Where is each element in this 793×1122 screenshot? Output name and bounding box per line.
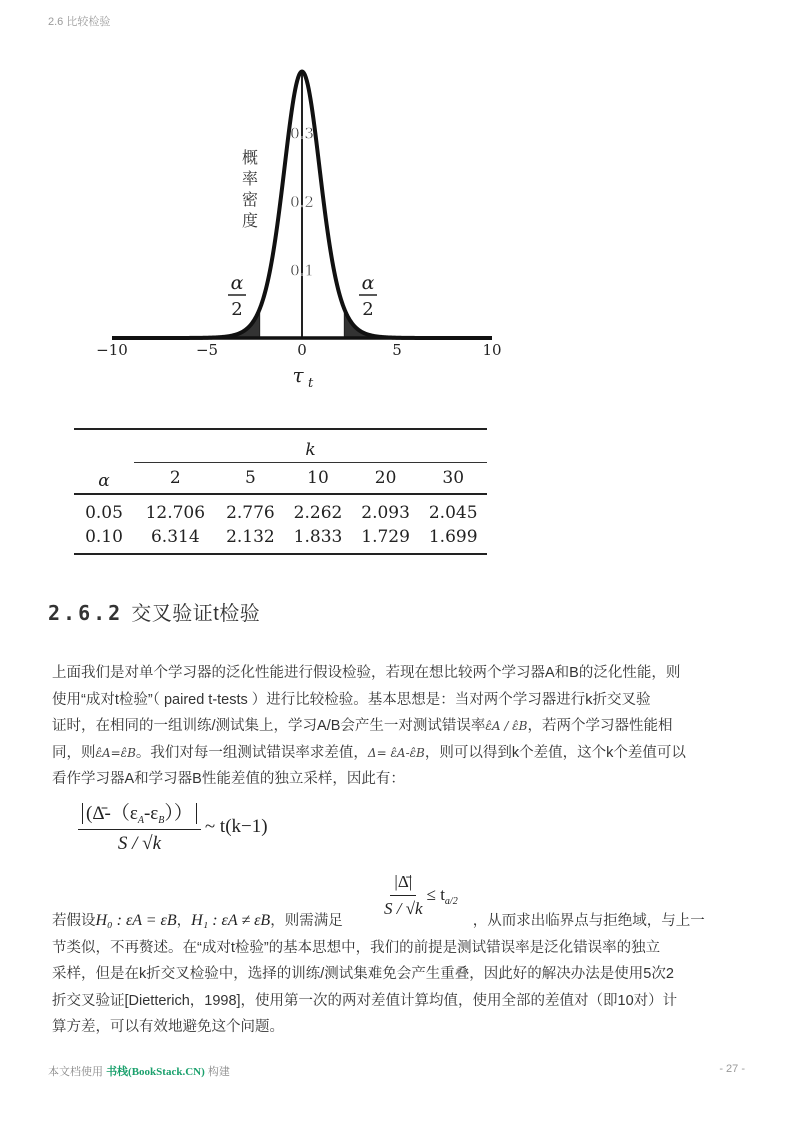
text-line: 节类似，不再赘述。在“成对t检验”的基本思想中，我们的前提是测试错误率是泛化错误率的独立 — [52, 939, 661, 956]
left-alpha-denominator: 2 — [231, 299, 243, 320]
subscript: a/2 — [444, 895, 458, 907]
text-line — [52, 740, 732, 767]
x-tick-label: −5 — [195, 341, 219, 359]
subscript: B — [158, 815, 165, 826]
denominator: S / √k — [384, 899, 423, 918]
text-span: ，则需满足 — [270, 913, 343, 929]
text-line: 看作学习器A和学习器B性能差值的独立采样，因此有： — [52, 771, 405, 787]
table-row — [74, 525, 487, 549]
paragraph-intro — [52, 660, 732, 793]
value-cell: 12.706 — [145, 503, 206, 523]
inline-math: ε̂A / ε̂B — [485, 719, 528, 733]
y-tick-label: 0.3 — [290, 124, 314, 143]
paragraph-hypothesis — [52, 908, 732, 1041]
alpha-cell: 0.10 — [85, 527, 123, 547]
inequality-rhs — [427, 885, 458, 907]
value-cell: 2.776 — [226, 503, 275, 523]
right-alpha-denominator: 2 — [362, 299, 374, 320]
numerator-text: (Δ̄-（ε — [86, 803, 138, 824]
col-header: 5 — [217, 463, 285, 495]
text-line: 折交叉验证[Dietterich，1998]，使用第一次的两对差值计算均值，使用全部的差值对（即10对）计 — [52, 992, 678, 1009]
text-line — [52, 713, 732, 740]
y-axis-label-char: 密 — [241, 190, 259, 209]
numerator: |Δ̄| — [390, 872, 416, 896]
y-axis-label-char: 概 — [241, 148, 259, 167]
table-bottom-rule — [74, 549, 487, 554]
footer-text: 本文档使用 — [48, 1066, 107, 1078]
col-header: 10 — [284, 463, 352, 495]
text-line: 使用“成对t检验”（ paired t-tests ）进行比较检验。基本思想是：当对两个学习器进行k折交叉验 — [52, 691, 651, 708]
text-line: 上面我们是对单个学习器的泛化性能进行假设检验，若现在想比较两个学习器A和B的泛化性能，则 — [52, 665, 681, 681]
text-span: 证时，在相同的一组训练/测试集上，学习A/B会产生一对测试错误率 — [52, 718, 486, 734]
inline-math: ε̂A=ε̂B — [95, 745, 136, 760]
section-title-text: 交叉验证t检验 — [131, 603, 261, 625]
absolute-value — [82, 803, 197, 824]
text-line: 采样，但是在k折交叉检验中，选择的训练/测试集难免会产生重叠，因此好的解决办法是使用5次2 — [52, 966, 674, 982]
alpha-header: α — [98, 471, 110, 491]
t-distribution-chart — [90, 40, 520, 400]
inline-math: Δ= ε̂A-ε̂B — [367, 745, 425, 760]
value-cell: 2.132 — [226, 527, 275, 547]
text-span: ，则可以得到k个差值，这个k个差值可以 — [424, 744, 686, 761]
left-alpha-numerator: α — [230, 272, 244, 294]
x-tick-label: 5 — [392, 341, 402, 359]
subscript: A — [137, 815, 144, 826]
col-header: 30 — [419, 463, 487, 495]
alternative-hypothesis: H₁ : εA ≠ εB — [191, 912, 271, 929]
col-header: 2 — [134, 463, 217, 495]
x-tick-label: 10 — [482, 341, 502, 359]
t-critical-value-table — [74, 428, 487, 555]
table-row — [74, 495, 487, 525]
t-distribution-figure — [90, 40, 520, 400]
x-axis-label: τ — [292, 363, 304, 387]
y-axis-label-char: 度 — [241, 211, 259, 230]
numerator — [78, 798, 201, 830]
section-number: 2.6.2 — [48, 601, 124, 625]
y-axis-label-char: 率 — [241, 169, 259, 188]
value-cell: 2.045 — [428, 503, 478, 523]
k-header: k — [305, 440, 316, 460]
fraction — [78, 798, 201, 855]
paired-t-statistic-formula — [78, 798, 268, 855]
text-span: ，从而求出临界点与拒绝域，与上一 — [472, 913, 705, 929]
x-tick-label: 0 — [297, 341, 307, 359]
text-line — [52, 908, 732, 935]
y-tick-label: 0.1 — [290, 261, 314, 280]
value-cell: 2.093 — [361, 503, 410, 523]
text-span: 。我们对每一组测试错误率求差值， — [135, 744, 368, 761]
text-span: 同，则 — [52, 744, 96, 761]
page-number: - 27 - — [719, 1063, 745, 1075]
text-span: 若假设 — [52, 913, 96, 929]
denominator: S / √k — [117, 833, 162, 854]
right-alpha-numerator: α — [361, 272, 375, 294]
text-span: ，若两个学习器性能相 — [527, 718, 673, 734]
bookstack-link[interactable]: 书栈(BookStack.CN) — [106, 1066, 205, 1078]
value-cell: 6.314 — [150, 527, 200, 547]
numerator-text: -ε — [143, 803, 159, 824]
footer-credit — [48, 1063, 230, 1079]
alpha-cell: 0.05 — [85, 503, 123, 523]
numerator-text: ）） — [164, 803, 193, 824]
text-span: ， — [176, 913, 192, 929]
value-cell: 2.262 — [293, 503, 343, 523]
x-tick-label: −10 — [96, 341, 128, 359]
null-hypothesis: H₀ : εA = εB — [95, 912, 177, 929]
running-head: 2.6 比较检验 — [48, 16, 111, 28]
footer-text: 构建 — [204, 1066, 230, 1078]
col-header: 20 — [352, 463, 420, 495]
section-heading — [48, 597, 260, 626]
value-cell: 1.729 — [361, 527, 410, 547]
distribution-rhs: ~ t(k−1) — [204, 815, 268, 837]
y-tick-label: 0.2 — [290, 193, 314, 211]
x-axis-label-subscript: t — [308, 376, 314, 391]
text-line: 算方差，可以有效地避免这个问题。 — [52, 1019, 284, 1035]
rhs-text: ≤ t — [426, 884, 445, 904]
value-cell: 1.833 — [293, 527, 343, 547]
value-cell: 1.699 — [428, 527, 478, 547]
